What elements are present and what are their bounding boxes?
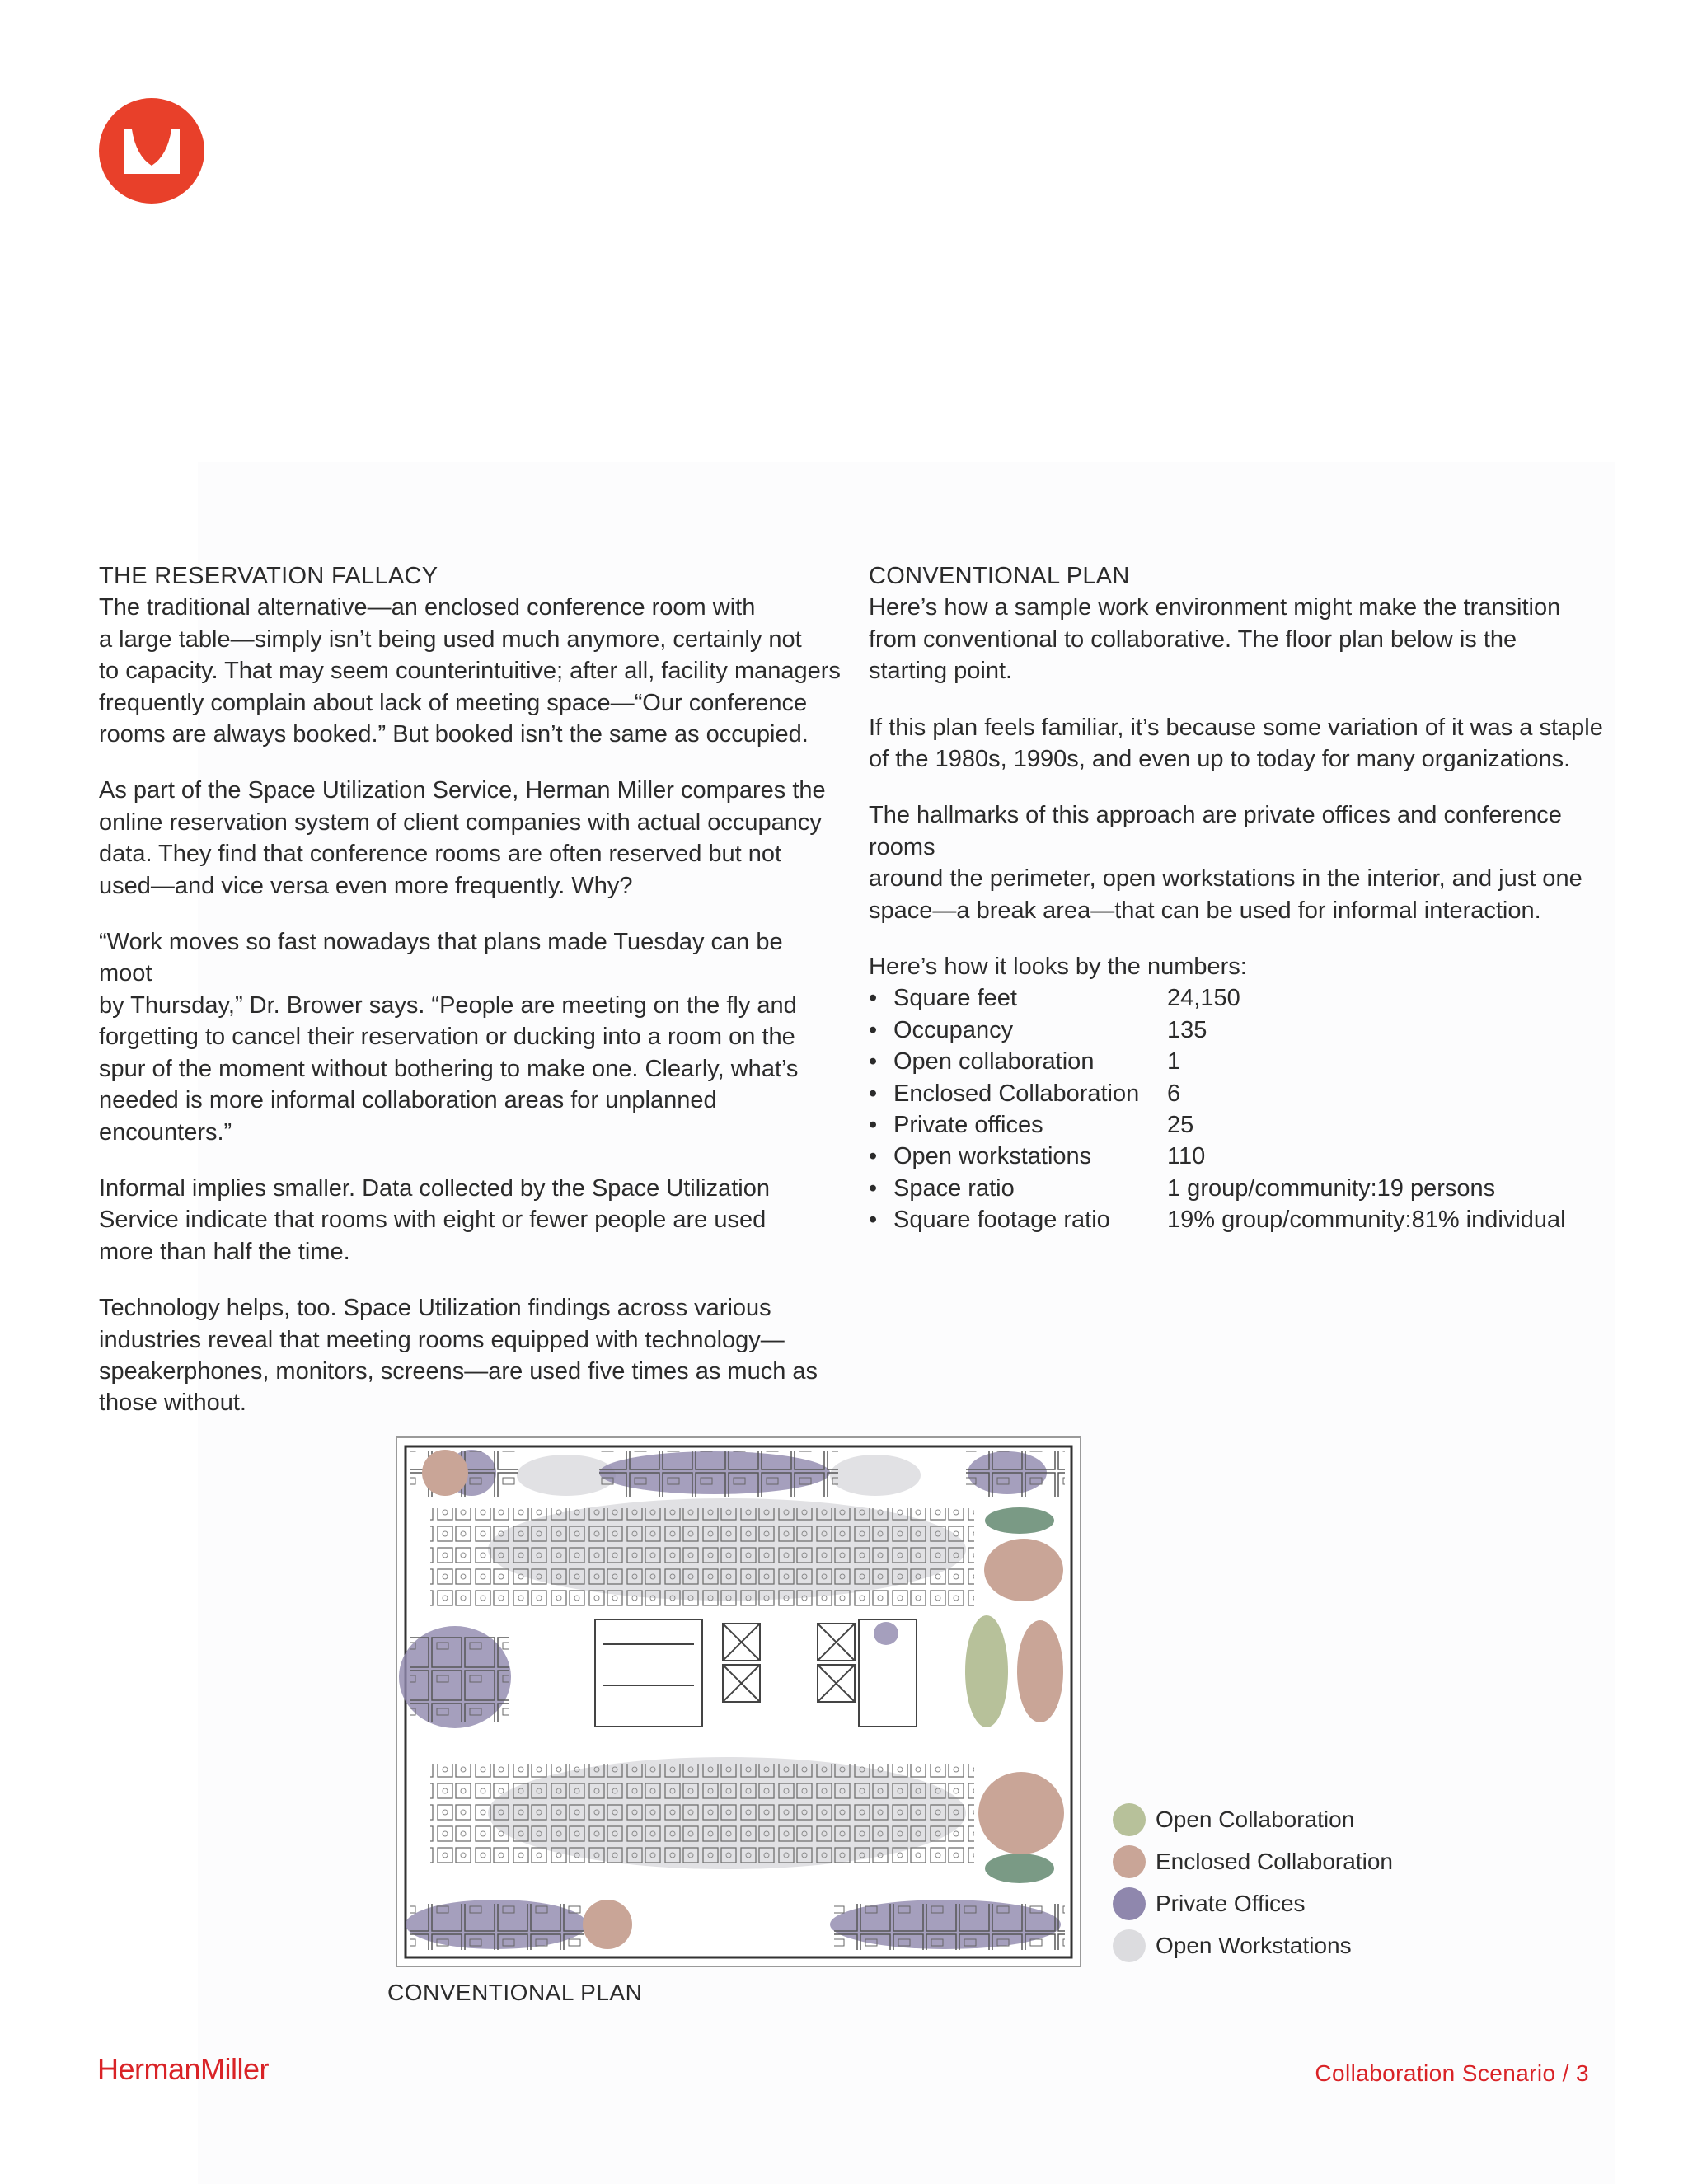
- stat-value: 110: [1167, 1143, 1206, 1170]
- right-column: [869, 560, 1611, 1236]
- stat-value: 1 group/community:19 persons: [1167, 1174, 1496, 1202]
- stat-value: 25: [1167, 1112, 1194, 1139]
- stat-row: • Square footage ratio 19% group/community:81% individual: [869, 1204, 1611, 1235]
- stats-list: [869, 982, 1611, 1235]
- body-paragraph: “Work moves so fast nowadays that plans made Tuesday can be moot by Thursday,” Dr. Brower says. “People are meeting on the fly and forgetting to cancel their reservation or ducking into a room on the spur of the moment without bothering to make one. Clearly, what’s needed is more informal collaboration areas for unplanned encounters.”: [99, 929, 799, 1146]
- stat-value: 24,150: [1167, 985, 1240, 1012]
- stat-row: • Occupancy 135: [869, 1015, 1611, 1046]
- stat-row: • Enclosed Collaboration 6: [869, 1078, 1611, 1109]
- stat-label: Open workstations: [893, 1143, 1092, 1170]
- numbers-intro: Here’s how it looks by the numbers:: [869, 954, 1247, 981]
- legend-label: Private Offices: [1156, 1891, 1306, 1916]
- herman-miller-logo-icon: [99, 98, 204, 204]
- stat-row: • Open workstations 110: [869, 1141, 1611, 1172]
- stat-label: Occupancy: [893, 1016, 1014, 1043]
- stat-value: 19% group/community:81% individual: [1167, 1207, 1566, 1234]
- left-column: [99, 560, 841, 1444]
- floor-plan: [396, 1436, 1081, 1967]
- floor-plan-caption: CONVENTIONAL PLAN: [387, 1980, 643, 2005]
- logo-circle: [99, 98, 204, 204]
- body-paragraph: Informal implies smaller. Data collected by the Space Utilization Service indicate that rooms with eight or fewer people are used more than half the time.: [99, 1174, 770, 1265]
- stat-label: Square feet: [893, 985, 1017, 1012]
- legend-swatch: [1113, 1887, 1146, 1920]
- herman-miller-wordmark: HermanMiller: [97, 2052, 270, 2086]
- open-collaboration-zone: [965, 1615, 1008, 1727]
- stat-row: • Open collaboration 1: [869, 1046, 1611, 1077]
- legend-label: Enclosed Collaboration: [1156, 1849, 1393, 1874]
- section-heading-conventional-plan: CONVENTIONAL PLAN: [869, 563, 1130, 589]
- page-label: Collaboration Scenario / 3: [1315, 2060, 1589, 2086]
- body-paragraph: Here’s how a sample work environment might make the transition from conventional to collaborative. The floor plan below is the starting point.: [869, 594, 1561, 685]
- stat-label: Square footage ratio: [893, 1207, 1110, 1234]
- stat-value: 6: [1167, 1080, 1181, 1107]
- legend-label: Open Collaboration: [1156, 1807, 1355, 1832]
- body-paragraph: As part of the Space Utilization Service, Herman Miller compares the online reservation system of client companies with actual occupancy data. They find that conference rooms are often reserved but not used—and vice versa even more frequently. Why?: [99, 777, 826, 899]
- stat-label: Open collaboration: [893, 1048, 1095, 1076]
- legend-swatch: [1113, 1929, 1146, 1962]
- stat-value: 135: [1167, 1016, 1207, 1043]
- stat-row: • Private offices 25: [869, 1109, 1611, 1141]
- body-paragraph: The hallmarks of this approach are private offices and conference rooms around the perimeter, open workstations in the interior, and just one space—a break area—that can be used for informal interaction.: [869, 802, 1582, 924]
- body-paragraph: Technology helps, too. Space Utilization findings across various industries reveal that meeting rooms equipped with technology— speakerphones, monitors, screens—are used five times as much as those without.: [99, 1295, 818, 1417]
- stat-row: • Square feet 24,150: [869, 982, 1611, 1014]
- stat-label: Space ratio: [893, 1174, 1015, 1202]
- legend-label: Open Workstations: [1156, 1933, 1352, 1958]
- legend-swatch: [1113, 1803, 1146, 1836]
- stat-label: Private offices: [893, 1112, 1043, 1139]
- stat-value: 1: [1167, 1048, 1181, 1076]
- section-heading-reservation-fallacy: THE RESERVATION FALLACY: [99, 563, 438, 589]
- stat-row: • Space ratio 1 group/community:19 persons: [869, 1173, 1611, 1204]
- body-paragraph: The traditional alternative—an enclosed conference room with a large table—simply isn’t being used much anymore, certainly not to capacity. That may seem counterintuitive; after all, facility managers frequently complain about lack of meeting space—“Our conference rooms are always booked.” But booked isn’t the same as occupied.: [99, 594, 841, 748]
- building-core: [595, 1619, 917, 1727]
- stat-label: Enclosed Collaboration: [893, 1080, 1140, 1107]
- legend-swatch: [1113, 1845, 1146, 1878]
- body-paragraph: If this plan feels familiar, it’s because some variation of it was a staple of the 1980s, 1990s, and even up to today for many organizations.: [869, 714, 1603, 773]
